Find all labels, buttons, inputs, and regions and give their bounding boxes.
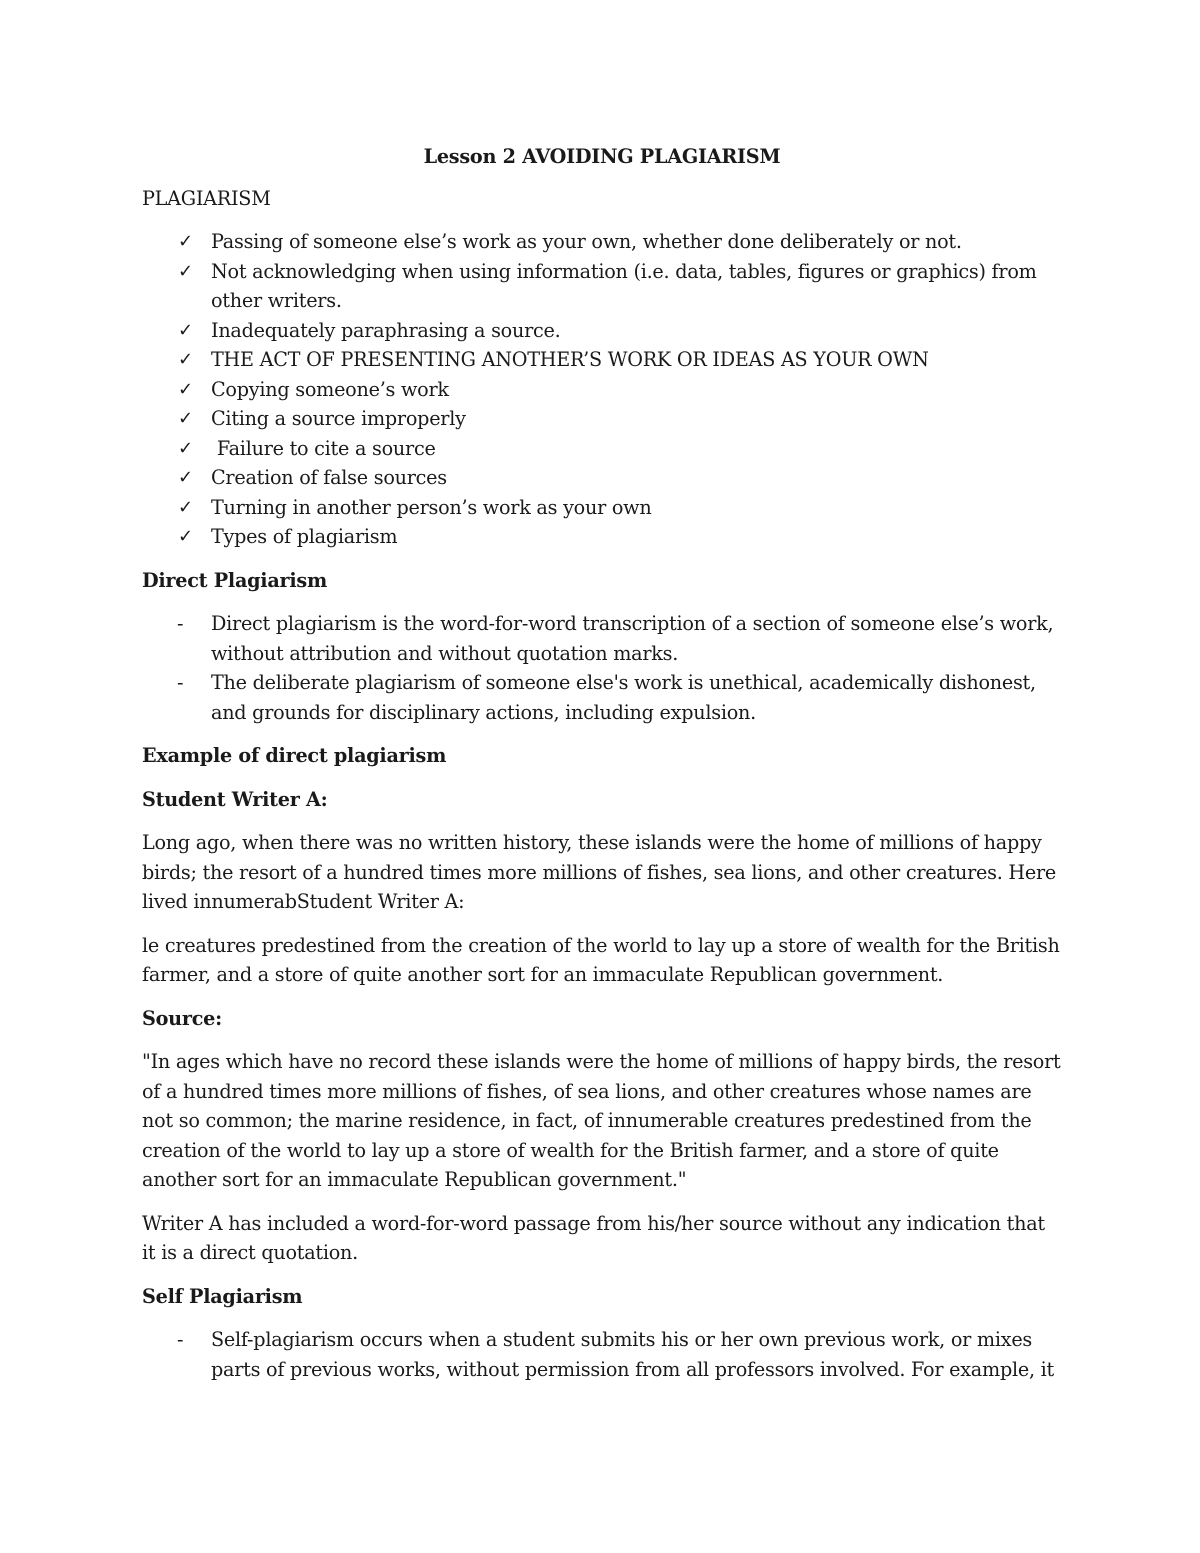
check-icon: ✓ bbox=[178, 231, 193, 252]
list-item: ✓ Inadequately paraphrasing a source. bbox=[142, 316, 1062, 346]
list-item: ✓ Passing of someone else’s work as your own, whether done deliberately or not. bbox=[142, 227, 1062, 257]
student-text-part-1: Long ago, when there was no written history, these islands were the home of millions of happy birds; the resort of a hundred times more millions of fishes, sea lions, and other creatures. Here lived innumerabStudent Writer A: bbox=[142, 831, 1057, 913]
list-item: ✓ Types of plagiarism bbox=[142, 522, 1062, 552]
check-icon: ✓ bbox=[178, 319, 193, 341]
check-icon: ✓ bbox=[178, 526, 193, 547]
list-item: ✓ Copying someone’s work bbox=[142, 375, 1062, 405]
list-item: ✓ THE ACT OF PRESENTING ANOTHER’S WORK OR IDEAS AS YOUR OWN bbox=[142, 345, 1062, 375]
dash-bullet: - bbox=[177, 612, 184, 635]
student-text-part-2: le creatures predestined from the creation of the world to lay up a store of wealth for the British farmer, and a store of quite another sort for an immaculate Republican government. bbox=[142, 933, 1060, 986]
check-icon: ✓ bbox=[178, 408, 193, 429]
student-writer-label: Student Writer A: bbox=[142, 787, 328, 811]
check-icon: ✓ bbox=[178, 437, 193, 459]
example-heading: Example of direct plagiarism bbox=[142, 744, 447, 767]
example-comment: Writer A has included a word-for-word passage from his/her source without any indication that it is a direct quotation. bbox=[142, 1211, 1045, 1264]
list-item: - Self-plagiarism occurs when a student submits his or her own previous work, or mixes parts of previous works, without permission from all professors involved. For example, it bbox=[142, 1325, 1062, 1384]
dash-bullet: - bbox=[177, 1328, 184, 1351]
direct-plagiarism-heading: Direct Plagiarism bbox=[142, 568, 328, 592]
plagiarism-list bbox=[142, 227, 1062, 552]
self-plagiarism-list bbox=[142, 1325, 1062, 1384]
list-item: ✓ Citing a source improperly bbox=[142, 404, 1062, 434]
check-icon: ✓ bbox=[178, 260, 193, 282]
check-icon: ✓ bbox=[178, 378, 193, 400]
plagiarism-heading: PLAGIARISM bbox=[142, 186, 271, 210]
list-item: - The deliberate plagiarism of someone else's work is unethical, academically dishonest, and grounds for disciplinary actions, including expulsion. bbox=[142, 668, 1062, 727]
list-item: ✓ Not acknowledging when using information (i.e. data, tables, figures or graphics) from other writers. bbox=[142, 257, 1062, 316]
check-icon: ✓ bbox=[178, 349, 193, 370]
check-icon: ✓ bbox=[178, 496, 193, 518]
source-label: Source: bbox=[142, 1006, 222, 1030]
list-item: ✓ Creation of false sources bbox=[142, 463, 1062, 493]
source-quote: "In ages which have no record these islands were the home of millions of happy birds, the resort of a hundred times more millions of fishes, of sea lions, and other creatures whose names are not so common; the marine residence, in fact, of innumerable creatures predestined from the creation of the world to lay up a store of wealth for the British farmer, and a store of quite another sort for an immaculate Republican government." bbox=[142, 1050, 1061, 1191]
document-page bbox=[142, 142, 1062, 1398]
direct-plagiarism-list bbox=[142, 609, 1062, 727]
dash-bullet: - bbox=[177, 671, 184, 694]
list-item: - Direct plagiarism is the word-for-word transcription of a section of someone else’s work, without attribution and without quotation marks. bbox=[142, 609, 1062, 668]
self-plagiarism-heading: Self Plagiarism bbox=[142, 1284, 303, 1308]
check-icon: ✓ bbox=[178, 467, 193, 488]
list-item: ✓ Turning in another person’s work as your own bbox=[142, 493, 1062, 523]
document-title: Lesson 2 AVOIDING PLAGIARISM bbox=[423, 145, 781, 168]
list-item: ✓ Failure to cite a source bbox=[142, 434, 1062, 464]
